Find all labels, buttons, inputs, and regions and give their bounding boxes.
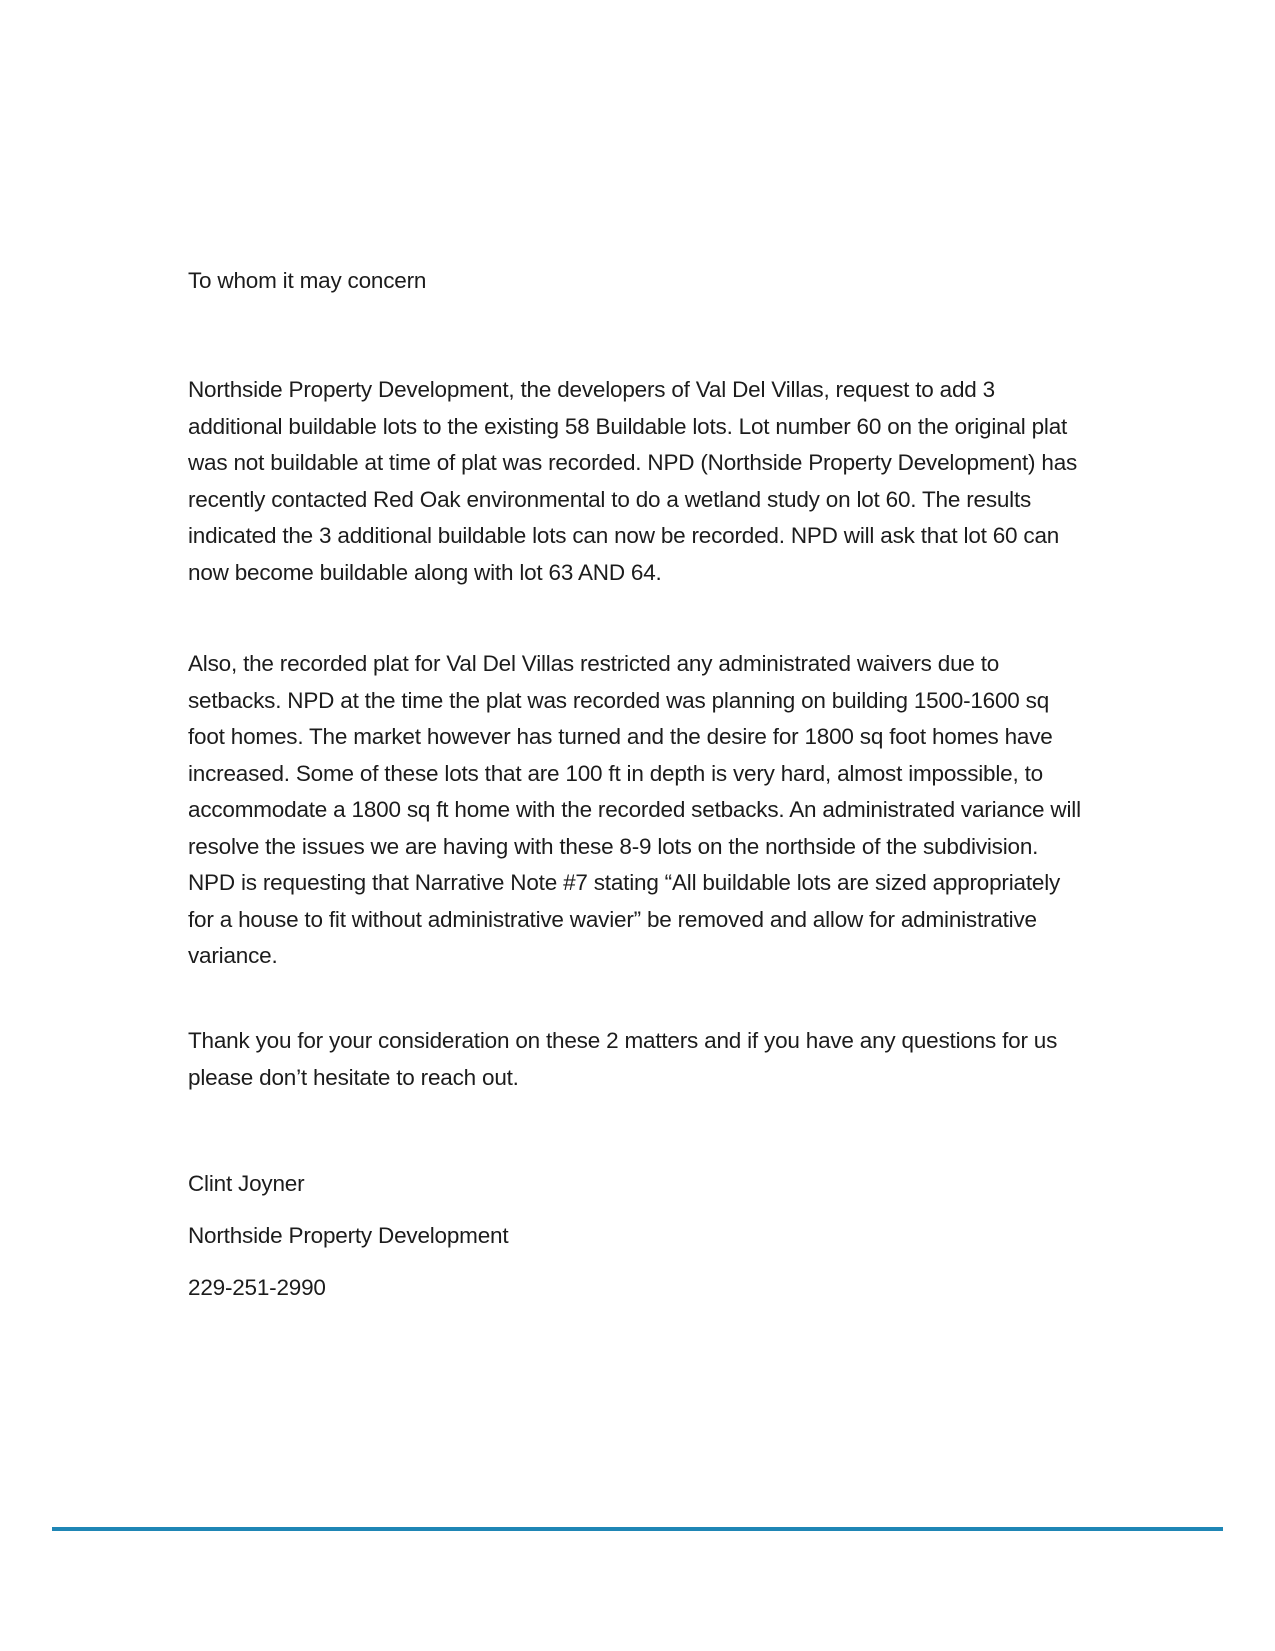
footer-divider: [52, 1527, 1223, 1531]
letter-paragraph-variance-request: Also, the recorded plat for Val Del Villas restricted any administrated waivers due to setbacks. NPD at the time the plat was recorded was planning on building 1500-1600 sq foot homes. The market however has turned and the desire for 1800 sq foot homes have increased. Some of these lots that are 100 ft in depth is very hard, almost impossible, to accommodate a 1800 sq ft home with the recorded setbacks. An administrated variance will resolve the issues we are having with these 8-9 lots on the northside of the subdivision. NPD is requesting that Narrative Note #7 stating “All buildable lots are sized appropriately for a house to fit without administrative wavier” be removed and allow for administrative variance.: [188, 651, 1081, 968]
signature-name: Clint Joyner: [188, 1171, 305, 1196]
letter-paragraph-closing: Thank you for your consideration on these 2 matters and if you have any questions for us please don’t hesitate to reach out.: [188, 1028, 1058, 1090]
signature-phone: 229-251-2990: [188, 1275, 326, 1300]
letter-paragraph-lot-request: Northside Property Development, the developers of Val Del Villas, request to add 3 additional buildable lots to the existing 58 Buildable lots. Lot number 60 on the original plat was not buildable at time of plat was recorded. NPD (Northside Property Development) has recently contacted Red Oak environmental to do a wetland study on lot 60. The results indicated the 3 additional buildable lots can now be recorded. NPD will ask that lot 60 can now become buildable along with lot 63 AND 64.: [188, 377, 1078, 585]
letter-greeting: To whom it may concern: [188, 268, 427, 293]
signature-company: Northside Property Development: [188, 1223, 509, 1248]
